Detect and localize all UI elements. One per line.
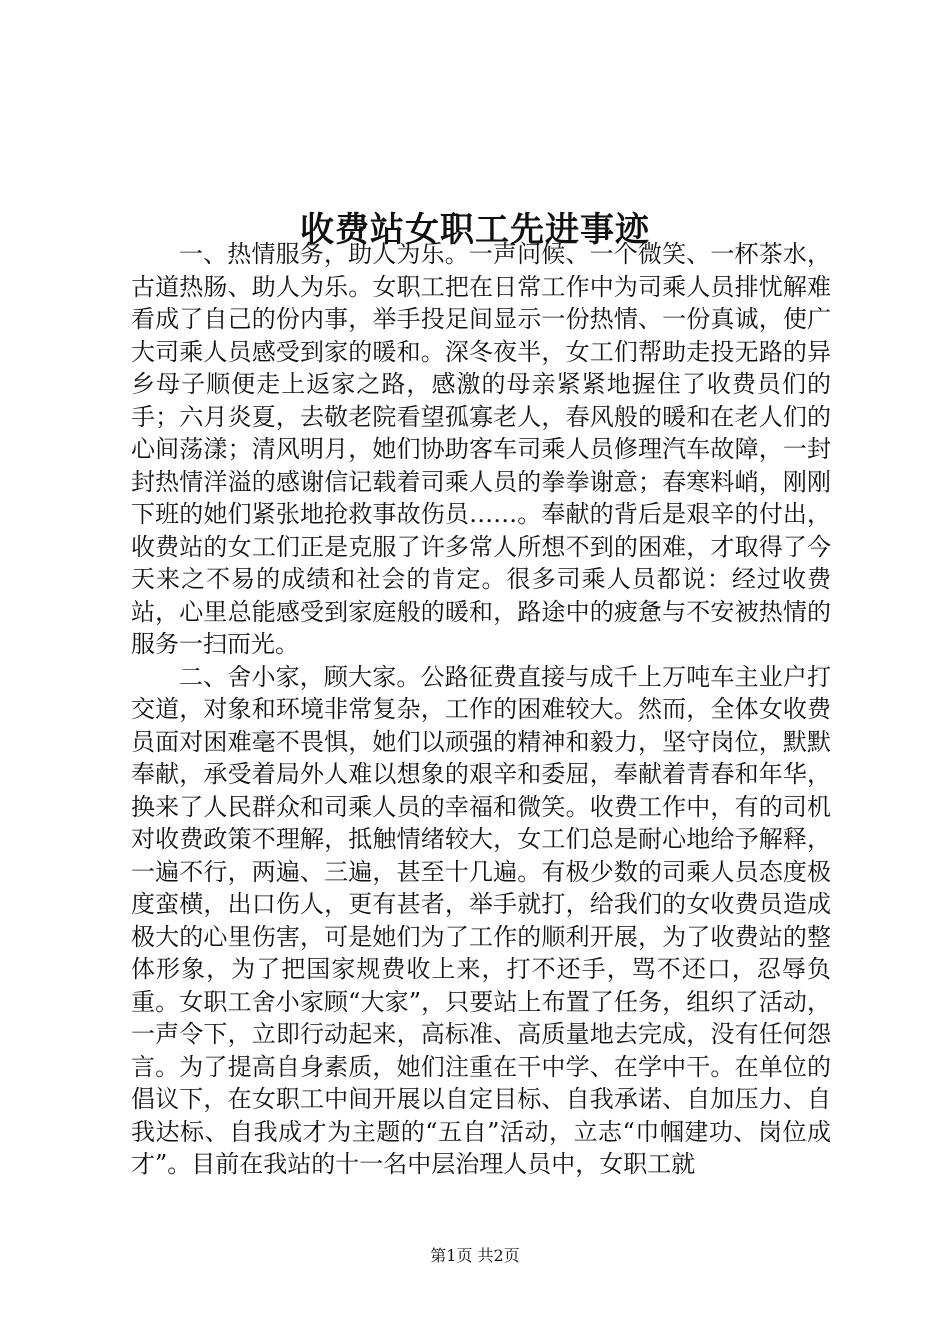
paragraph-2: 二、舍小家，顾大家。公路征费直接与成千上万吨车主业户打交道，对象和环境非常复杂，工作的困难较大。然而，全体女收费员面对困难毫不畏惧，她们以顽强的精神和毅力，坚守岗位，默默奉献，承受着局外人难以想象的艰辛和委屈，奉献着青春和年华，换来了人民群众和司乘人员的幸福和微笑。收费工作中，有的司机对收费政策不理解，抵触情绪较大，女工们总是耐心地给予解释，一遍不行，两遍、三遍，甚至十几遍。有极少数的司乘人员态度极度蛮横，出口伤人，更有甚者，举手就打，给我们的女收费员造成极大的心里伤害，可是她们为了工作的顺利开展，为了收费站的整体形象，为了把国家规费收上来，打不还手，骂不还口，忍辱负重。女职工舍小家顾“大家”，只要站上布置了任务，组织了活动，一声令下，立即行动起来，高标准、高质量地去完成，没有任何怨言。为了提高自身素质，她们注重在干中学、在学中干。在单位的倡议下，在女职工中间开展以自定目标、自我承诺、自加压力、自我达标、自我成才为主题的“五自”活动，立志“巾帼建功、岗位成才”。目前在我站的十一名中层治理人员中，女职工就	[131, 662, 831, 1178]
paragraph-1: 一、热情服务，助人为乐。一声问候、一个微笑、一杯茶水，古道热肠、助人为乐。女职工把在日常工作中为司乘人员排忧解难看成了自己的份内事，举手投足间显示一份热情、一份真诚，使广大司乘人员感受到家的暖和。深冬夜半，女工们帮助走投无路的异乡母子顺便走上返家之路，感激的母亲紧紧地握住了收费员们的手；六月炎夏，去敬老院看望孤寡老人，春风般的暖和在老人们的心间荡漾；清风明月，她们协助客车司乘人员修理汽车故障，一封封热情洋溢的感谢信记载着司乘人员的拳拳谢意；春寒料峭，刚刚下班的她们紧张地抢救事故伤员……。奉献的背后是艰辛的付出，收费站的女工们正是克服了许多常人所想不到的困难，才取得了今天来之不易的成绩和社会的肯定。很多司乘人员都说：经过收费站，心里总能感受到家庭般的暖和，路途中的疲惫与不安被热情的服务一扫而光。	[131, 240, 831, 658]
document-body	[131, 238, 831, 1181]
document-title: 收费站女职工先进事迹	[300, 209, 650, 250]
page-footer: 第1页 共2页	[430, 1246, 520, 1265]
